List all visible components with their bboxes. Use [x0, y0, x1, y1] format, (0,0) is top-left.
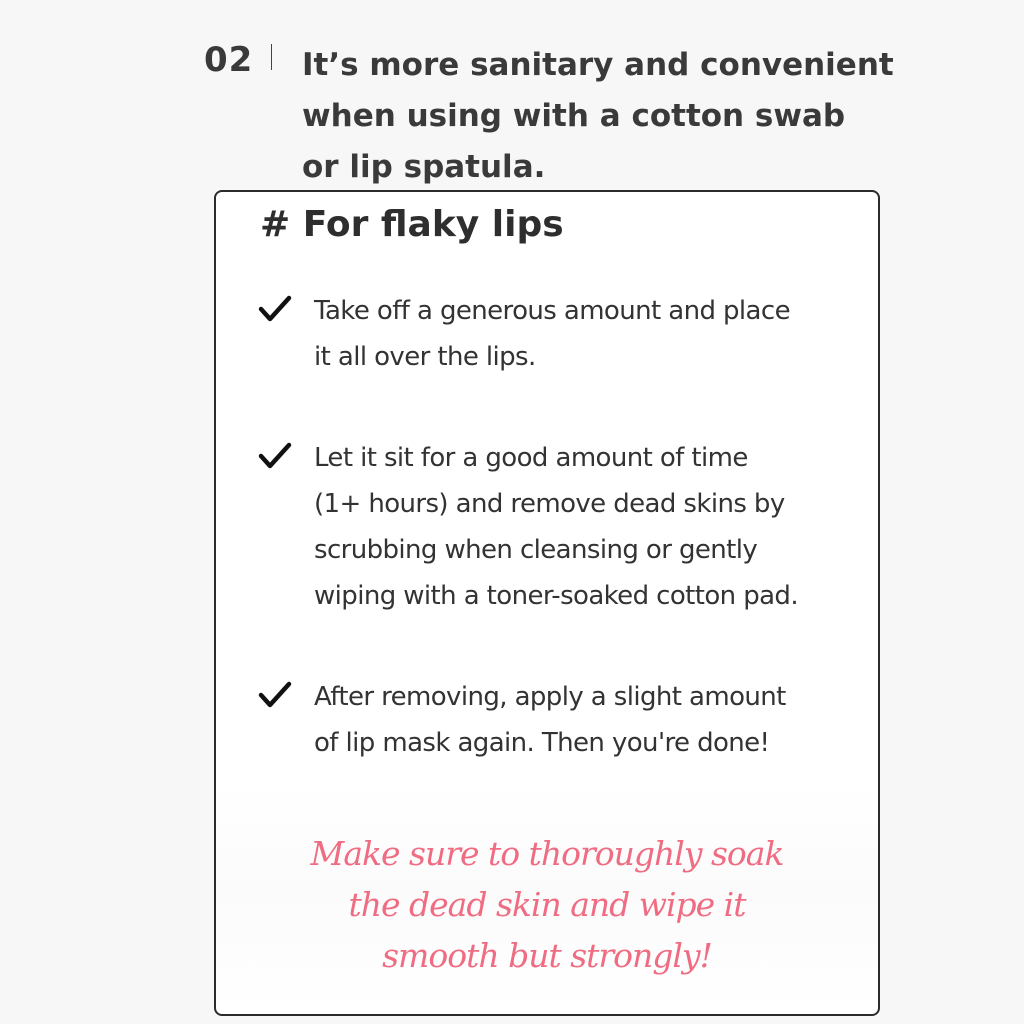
step-divider	[271, 44, 272, 70]
pink-note	[216, 828, 878, 981]
step-header	[0, 0, 1024, 190]
tip-text	[314, 674, 874, 766]
tip-line: it all over the lips.	[314, 342, 536, 372]
step-headline	[302, 40, 942, 193]
card-title: # For flaky lips	[260, 204, 564, 245]
tip-line: Let it sit for a good amount of time	[314, 443, 748, 473]
check-icon	[258, 294, 292, 324]
note-line: smooth but strongly!	[382, 936, 712, 975]
tip-line: (1+ hours) and remove dead skins by	[314, 489, 785, 519]
check-icon	[258, 441, 292, 471]
tip-line: wiping with a toner-soaked cotton pad.	[314, 581, 798, 611]
tip-line: Take off a generous amount and place	[314, 296, 790, 326]
note-line: Make sure to thoroughly soak	[310, 834, 784, 873]
flaky-lips-card	[214, 190, 880, 1016]
tip-line: of lip mask again. Then you're done!	[314, 728, 770, 758]
check-icon	[258, 680, 292, 710]
tip-text	[314, 288, 874, 380]
tip-line: After removing, apply a slight amount	[314, 682, 786, 712]
note-line: the dead skin and wipe it	[348, 885, 746, 924]
tip-line: scrubbing when cleansing or gently	[314, 535, 758, 565]
headline-line: It’s more sanitary and convenient	[302, 47, 894, 83]
headline-line: when using with a cotton swab	[302, 98, 846, 134]
tip-text	[314, 435, 874, 619]
step-number: 02	[204, 40, 254, 80]
headline-line: or lip spatula.	[302, 149, 546, 185]
